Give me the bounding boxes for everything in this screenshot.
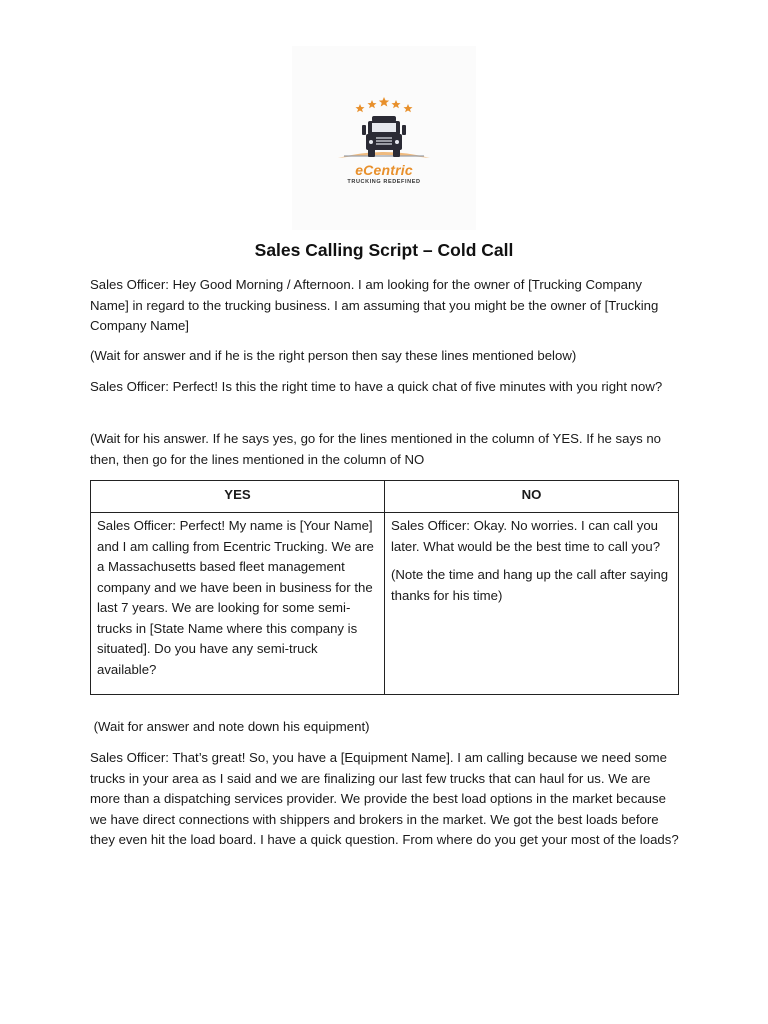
no-cell xyxy=(385,513,679,695)
company-logo xyxy=(292,46,476,230)
no-header: NO xyxy=(385,481,679,513)
wait-instruction: (Wait for answer and if he is the right person then say these lines mentioned below) xyxy=(90,348,577,363)
brand-tagline: TRUCKING REDEFINED xyxy=(347,179,421,185)
intro-paragraph: Sales Officer: Hey Good Morning / Afternoon. I am looking for the owner of [Trucking Company Name] in regard to the trucking business. I am assuming that you might be the owner of [Trucking Company Name] xyxy=(90,277,659,333)
stars-icon xyxy=(356,97,413,112)
truck-front-icon xyxy=(292,46,476,230)
response-table xyxy=(90,480,679,695)
time-question: Sales Officer: Perfect! Is this the right time to have a quick chat of five minutes with you right now? xyxy=(90,379,663,394)
equipment-instruction: (Wait for answer and note down his equipment) xyxy=(90,719,370,734)
document-title: Sales Calling Script – Cold Call xyxy=(254,240,514,260)
no-script: Sales Officer: Okay. No worries. I can call you later. What would be the best time to call you? xyxy=(391,518,661,554)
yes-header: YES xyxy=(91,481,385,513)
yes-cell xyxy=(91,513,385,695)
yes-script: Sales Officer: Perfect! My name is [Your Name] and I am calling from Ecentric Trucking. We are a Massachusetts based fleet management company and we have been in business for the last 7 years. We are looking for some semi-trucks in [State Name where this company is situated]. Do you have any semi-truck available? xyxy=(97,518,374,677)
branch-instruction: (Wait for his answer. If he says yes, go for the lines mentioned in the column of YES. If he says no then, then go for the lines mentioned in the column of NO xyxy=(90,431,662,467)
no-note: (Note the time and hang up the call after saying thanks for his time) xyxy=(391,567,669,603)
brand-name: eCentric xyxy=(355,162,413,178)
equipment-paragraph: Sales Officer: That’s great! So, you have a [Equipment Name]. I am calling because we need some trucks in your area as I said and we are finalizing our last few trucks that can haul for us. We are more than a dispatching services provider. We provide the best load options in the market because we have direct connections with shippers and brokers in the market. We got the best loads before they even hit the load board. I have a quick question. From where do you get your most of the loads? xyxy=(90,750,679,847)
